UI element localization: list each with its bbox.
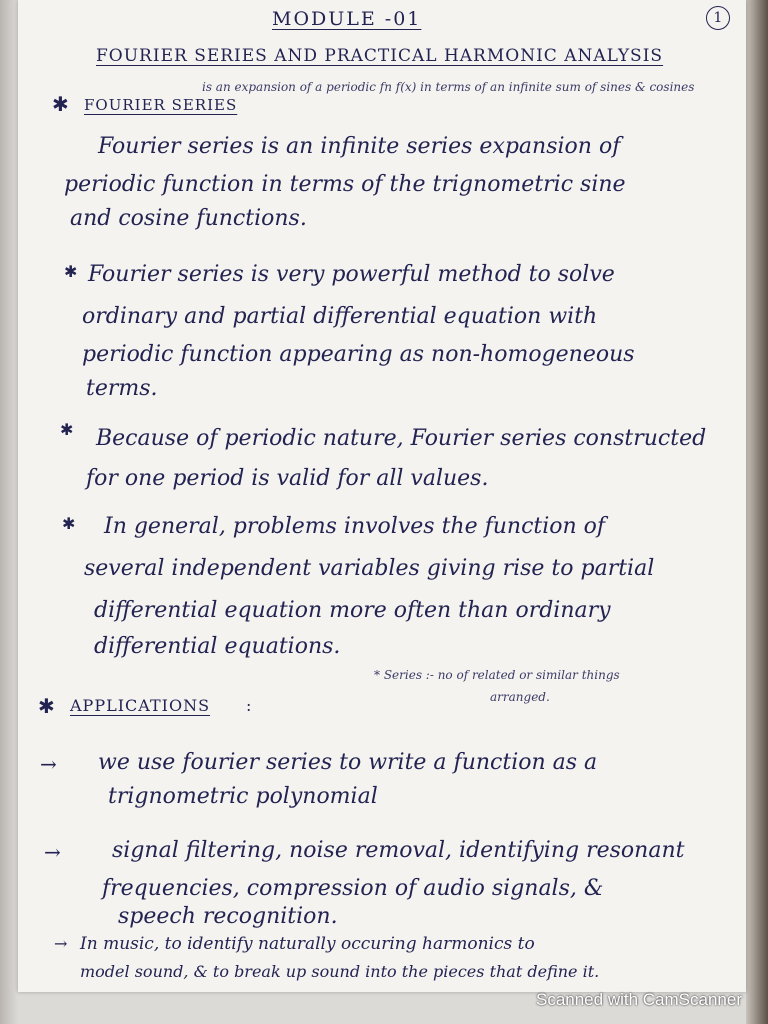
notebook-page <box>18 0 746 992</box>
bullet-star-icon: ✱ <box>62 514 76 533</box>
heading-note: is an expansion of a periodic fn f(x) in terms of an infinite sum of sines & cosines <box>202 80 695 94</box>
bullet-star-icon: ✱ <box>64 262 78 281</box>
section-fourier-series: FOURIER SERIES <box>84 96 238 114</box>
scan-edge-right <box>746 0 768 1024</box>
para2-line4: terms. <box>86 376 158 401</box>
app1-line1: we use fourier series to write a function as a <box>98 750 598 775</box>
series-note-line1: * Series :- no of related or similar things <box>374 668 620 682</box>
arrow-right-icon: → <box>40 752 57 776</box>
arrow-right-icon: → <box>54 934 68 953</box>
app2-line3: speech recognition. <box>118 904 338 929</box>
para3-line1: Because of periodic nature, Fourier series constructed <box>96 426 707 451</box>
bullet-star-icon: ✱ <box>52 92 69 116</box>
para1-line2: periodic function in terms of the trignometric sine <box>64 172 626 197</box>
para1-line3: and cosine functions. <box>70 206 307 231</box>
app2-line1: signal filtering, noise removal, identifying resonant <box>112 838 685 863</box>
para2-line3: periodic function appearing as non-homogeneous <box>82 342 635 367</box>
scanner-watermark: Scanned with CamScanner <box>535 990 742 1009</box>
para3-line2: for one period is valid for all values. <box>86 466 489 491</box>
para2-line1: Fourier series is very powerful method to solve <box>88 262 615 287</box>
app2-line2: frequencies, compression of audio signals, & <box>102 876 604 901</box>
module-title: MODULE -01 <box>272 8 422 30</box>
app3-line2: model sound, & to break up sound into the pieces that define it. <box>80 962 600 981</box>
para4-line1: In general, problems involves the function of <box>104 514 606 539</box>
para4-line2: several independent variables giving rise to partial <box>84 556 655 581</box>
colon-mark: : <box>246 696 253 715</box>
section-applications: APPLICATIONS <box>70 696 211 715</box>
para1-line1: Fourier series is an infinite series expansion of <box>98 134 621 159</box>
page-number: 1 <box>706 6 730 30</box>
scan-edge-left <box>0 0 18 1024</box>
app3-line1: In music, to identify naturally occuring harmonics to <box>80 934 535 954</box>
bullet-star-icon: ✱ <box>38 694 55 718</box>
para2-line2: ordinary and partial differential equation with <box>82 304 598 329</box>
bullet-star-icon: ✱ <box>60 420 74 439</box>
para4-line3: differential equation more often than ordinary <box>94 598 611 623</box>
arrow-right-icon: → <box>44 840 61 864</box>
para4-line4: differential equations. <box>94 634 341 659</box>
series-note-line2: arranged. <box>490 690 550 704</box>
page-heading: FOURIER SERIES AND PRACTICAL HARMONIC ANALYSIS <box>96 46 664 66</box>
app1-line2: trignometric polynomial <box>108 784 378 809</box>
